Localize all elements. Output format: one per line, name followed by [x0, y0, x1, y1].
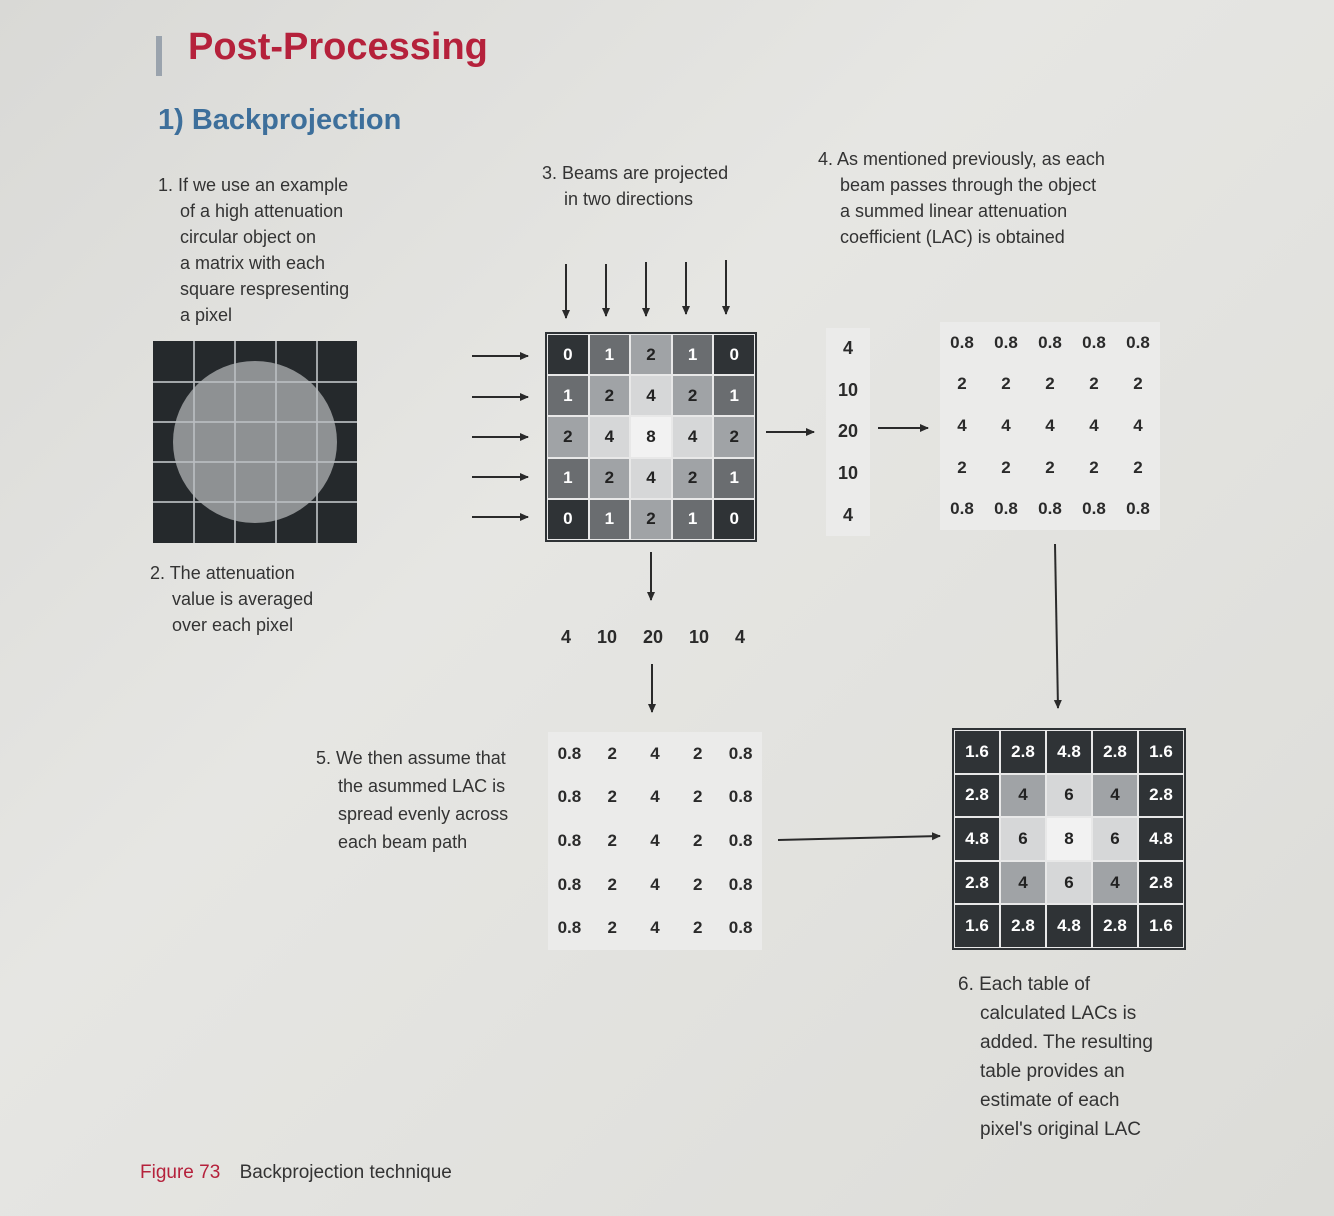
step-6-text: 6. Each table of calculated LACs is added. The resulting table provides an estimate of each pixel's original LAC: [958, 974, 1153, 1140]
table-cell: 0.8: [557, 830, 582, 850]
matrix-cell: 6: [1000, 817, 1046, 861]
matrix-cell: 4: [1092, 861, 1138, 905]
table-cell: 0.8: [728, 830, 753, 850]
matrix-cell: 2.8: [1138, 774, 1184, 818]
matrix-cell: 1: [713, 375, 755, 416]
matrix-cell: 1.6: [954, 904, 1000, 948]
figure-title: Backprojection technique: [239, 1162, 452, 1183]
matrix-cell: 2: [630, 334, 672, 375]
matrix-cell: 0: [713, 334, 755, 375]
table-cell: 0.8: [557, 787, 582, 807]
section-title: 1) Backprojection: [158, 104, 402, 136]
matrix-cell: 4: [1000, 774, 1046, 818]
matrix-cell: 4: [630, 458, 672, 499]
column-sum: 20: [642, 626, 663, 647]
table-cell: 4: [650, 918, 660, 938]
table-cell: 0.8: [557, 918, 582, 938]
matrix-cell: 1.6: [954, 730, 1000, 774]
matrix-cell: 1.6: [1138, 904, 1184, 948]
table-cell: 2: [1001, 374, 1011, 394]
matrix-cell: 6: [1046, 861, 1092, 905]
table-cell: 0.8: [728, 787, 753, 807]
row-sum: 10: [837, 379, 859, 400]
table-cell: 2: [607, 874, 617, 894]
matrix-cell: 8: [1046, 817, 1092, 861]
matrix-cell: 2: [589, 375, 631, 416]
matrix-cell: 1: [713, 458, 755, 499]
table-cell: 0.8: [728, 918, 753, 938]
matrix-cell: 2.8: [1092, 730, 1138, 774]
table-cell: 2: [693, 743, 703, 763]
table-cell: 0.8: [994, 332, 1018, 352]
table-cell: 2: [957, 457, 967, 477]
step-4-text: 4. As mentioned previously, as each beam passes through the object a summed linear attenuation coefficient (LAC) is obtained: [818, 149, 1105, 247]
table-cell: 4: [650, 874, 660, 894]
step-3-text: 3. Beams are projected in two directions: [542, 163, 729, 209]
table-cell: 2: [1001, 457, 1011, 477]
table-cell: 2: [693, 918, 703, 938]
matrix-cell: 4.8: [954, 817, 1000, 861]
matrix-cell: 0: [547, 499, 589, 540]
table-cell: 4: [650, 787, 660, 807]
table-cell: 0.8: [994, 499, 1018, 519]
table-cell: 2: [607, 787, 617, 807]
step-1-text: 1. If we use an example of a high attenuation circular object on a matrix with each square respresenting a pixel: [158, 175, 350, 325]
matrix-cell: 2.8: [954, 861, 1000, 905]
table-cell: 0.8: [1082, 499, 1106, 519]
table-cell: 2: [957, 374, 967, 394]
page-title: Post-Processing: [188, 26, 488, 68]
table-cell: 4: [1133, 415, 1143, 435]
matrix-cell: 2: [589, 458, 631, 499]
table-cell: 4: [650, 743, 660, 763]
table-cell: 2: [1133, 374, 1143, 394]
step-5-text: 5. We then assume that the asummed LAC is spread evenly across each beam path: [316, 748, 509, 852]
table-cell: 0.8: [1082, 332, 1106, 352]
row-sum: 10: [837, 463, 859, 484]
table-cell: 0.8: [1126, 332, 1150, 352]
matrix-cell: 4.8: [1046, 904, 1092, 948]
column-sum: 4: [560, 626, 571, 647]
matrix-cell: 2.8: [1092, 904, 1138, 948]
table-cell: 4: [650, 830, 660, 850]
matrix-cell: 2: [547, 416, 589, 457]
table-cell: 2: [1089, 374, 1099, 394]
row-sum: 20: [837, 421, 859, 442]
matrix-cell: 4: [1092, 774, 1138, 818]
column-sum: 10: [688, 626, 709, 647]
column-sum: 10: [596, 626, 617, 647]
matrix-cell: 1: [547, 375, 589, 416]
matrix-cell: 1: [672, 499, 714, 540]
table-cell: 2: [693, 830, 703, 850]
table-cell: 2: [693, 787, 703, 807]
table-cell: 4: [1045, 415, 1055, 435]
table-cell: 0.8: [1038, 332, 1062, 352]
matrix-cell: 6: [1046, 774, 1092, 818]
table-cell: 2: [607, 830, 617, 850]
column-sum: 4: [734, 626, 745, 647]
matrix-cell: 4: [589, 416, 631, 457]
table-cell: 2: [1133, 457, 1143, 477]
matrix-cell: 4: [630, 375, 672, 416]
matrix-cell: 2: [672, 458, 714, 499]
table-cell: 0.8: [950, 499, 974, 519]
matrix-cell: 2: [672, 375, 714, 416]
column-spread-to-result-arrow: [778, 836, 940, 840]
table-cell: 4: [1089, 415, 1099, 435]
table-cell: 0.8: [557, 874, 582, 894]
table-cell: 2: [607, 918, 617, 938]
row-spread-to-result-arrow: [1055, 544, 1058, 708]
table-cell: 2: [1089, 457, 1099, 477]
table-cell: 4: [1001, 415, 1011, 435]
matrix-cell: 1: [589, 499, 631, 540]
matrix-cell: 2: [713, 416, 755, 457]
table-cell: 2: [607, 743, 617, 763]
matrix-cell: 0: [547, 334, 589, 375]
matrix-cell: 2.8: [1000, 730, 1046, 774]
matrix-cell: 4.8: [1138, 817, 1184, 861]
table-cell: 2: [693, 874, 703, 894]
matrix-cell: 4.8: [1046, 730, 1092, 774]
row-sum: 4: [842, 504, 853, 525]
matrix-cell: 4: [672, 416, 714, 457]
table-cell: 2: [1045, 457, 1055, 477]
table-cell: 0.8: [728, 743, 753, 763]
matrix-cell: 2.8: [954, 774, 1000, 818]
matrix-cell: 8: [630, 416, 672, 457]
matrix-cell: 6: [1092, 817, 1138, 861]
matrix-cell: 1.6: [1138, 730, 1184, 774]
table-cell: 0.8: [728, 874, 753, 894]
row-sum: 4: [842, 338, 853, 359]
matrix-cell: 2.8: [1000, 904, 1046, 948]
matrix-cell: 0: [713, 499, 755, 540]
matrix-cell: 1: [547, 458, 589, 499]
table-cell: 0.8: [950, 332, 974, 352]
matrix-cell: 2.8: [1138, 861, 1184, 905]
table-cell: 2: [1045, 374, 1055, 394]
table-cell: 4: [957, 415, 967, 435]
table-cell: 0.8: [1038, 499, 1062, 519]
matrix-cell: 1: [589, 334, 631, 375]
figure-number: Figure 73: [140, 1162, 221, 1183]
matrix-cell: 2: [630, 499, 672, 540]
step-2-text: 2. The attenuation value is averaged over each pixel: [150, 563, 314, 635]
matrix-cell: 4: [1000, 861, 1046, 905]
table-cell: 0.8: [1126, 499, 1150, 519]
matrix-cell: 1: [672, 334, 714, 375]
table-cell: 0.8: [557, 743, 582, 763]
